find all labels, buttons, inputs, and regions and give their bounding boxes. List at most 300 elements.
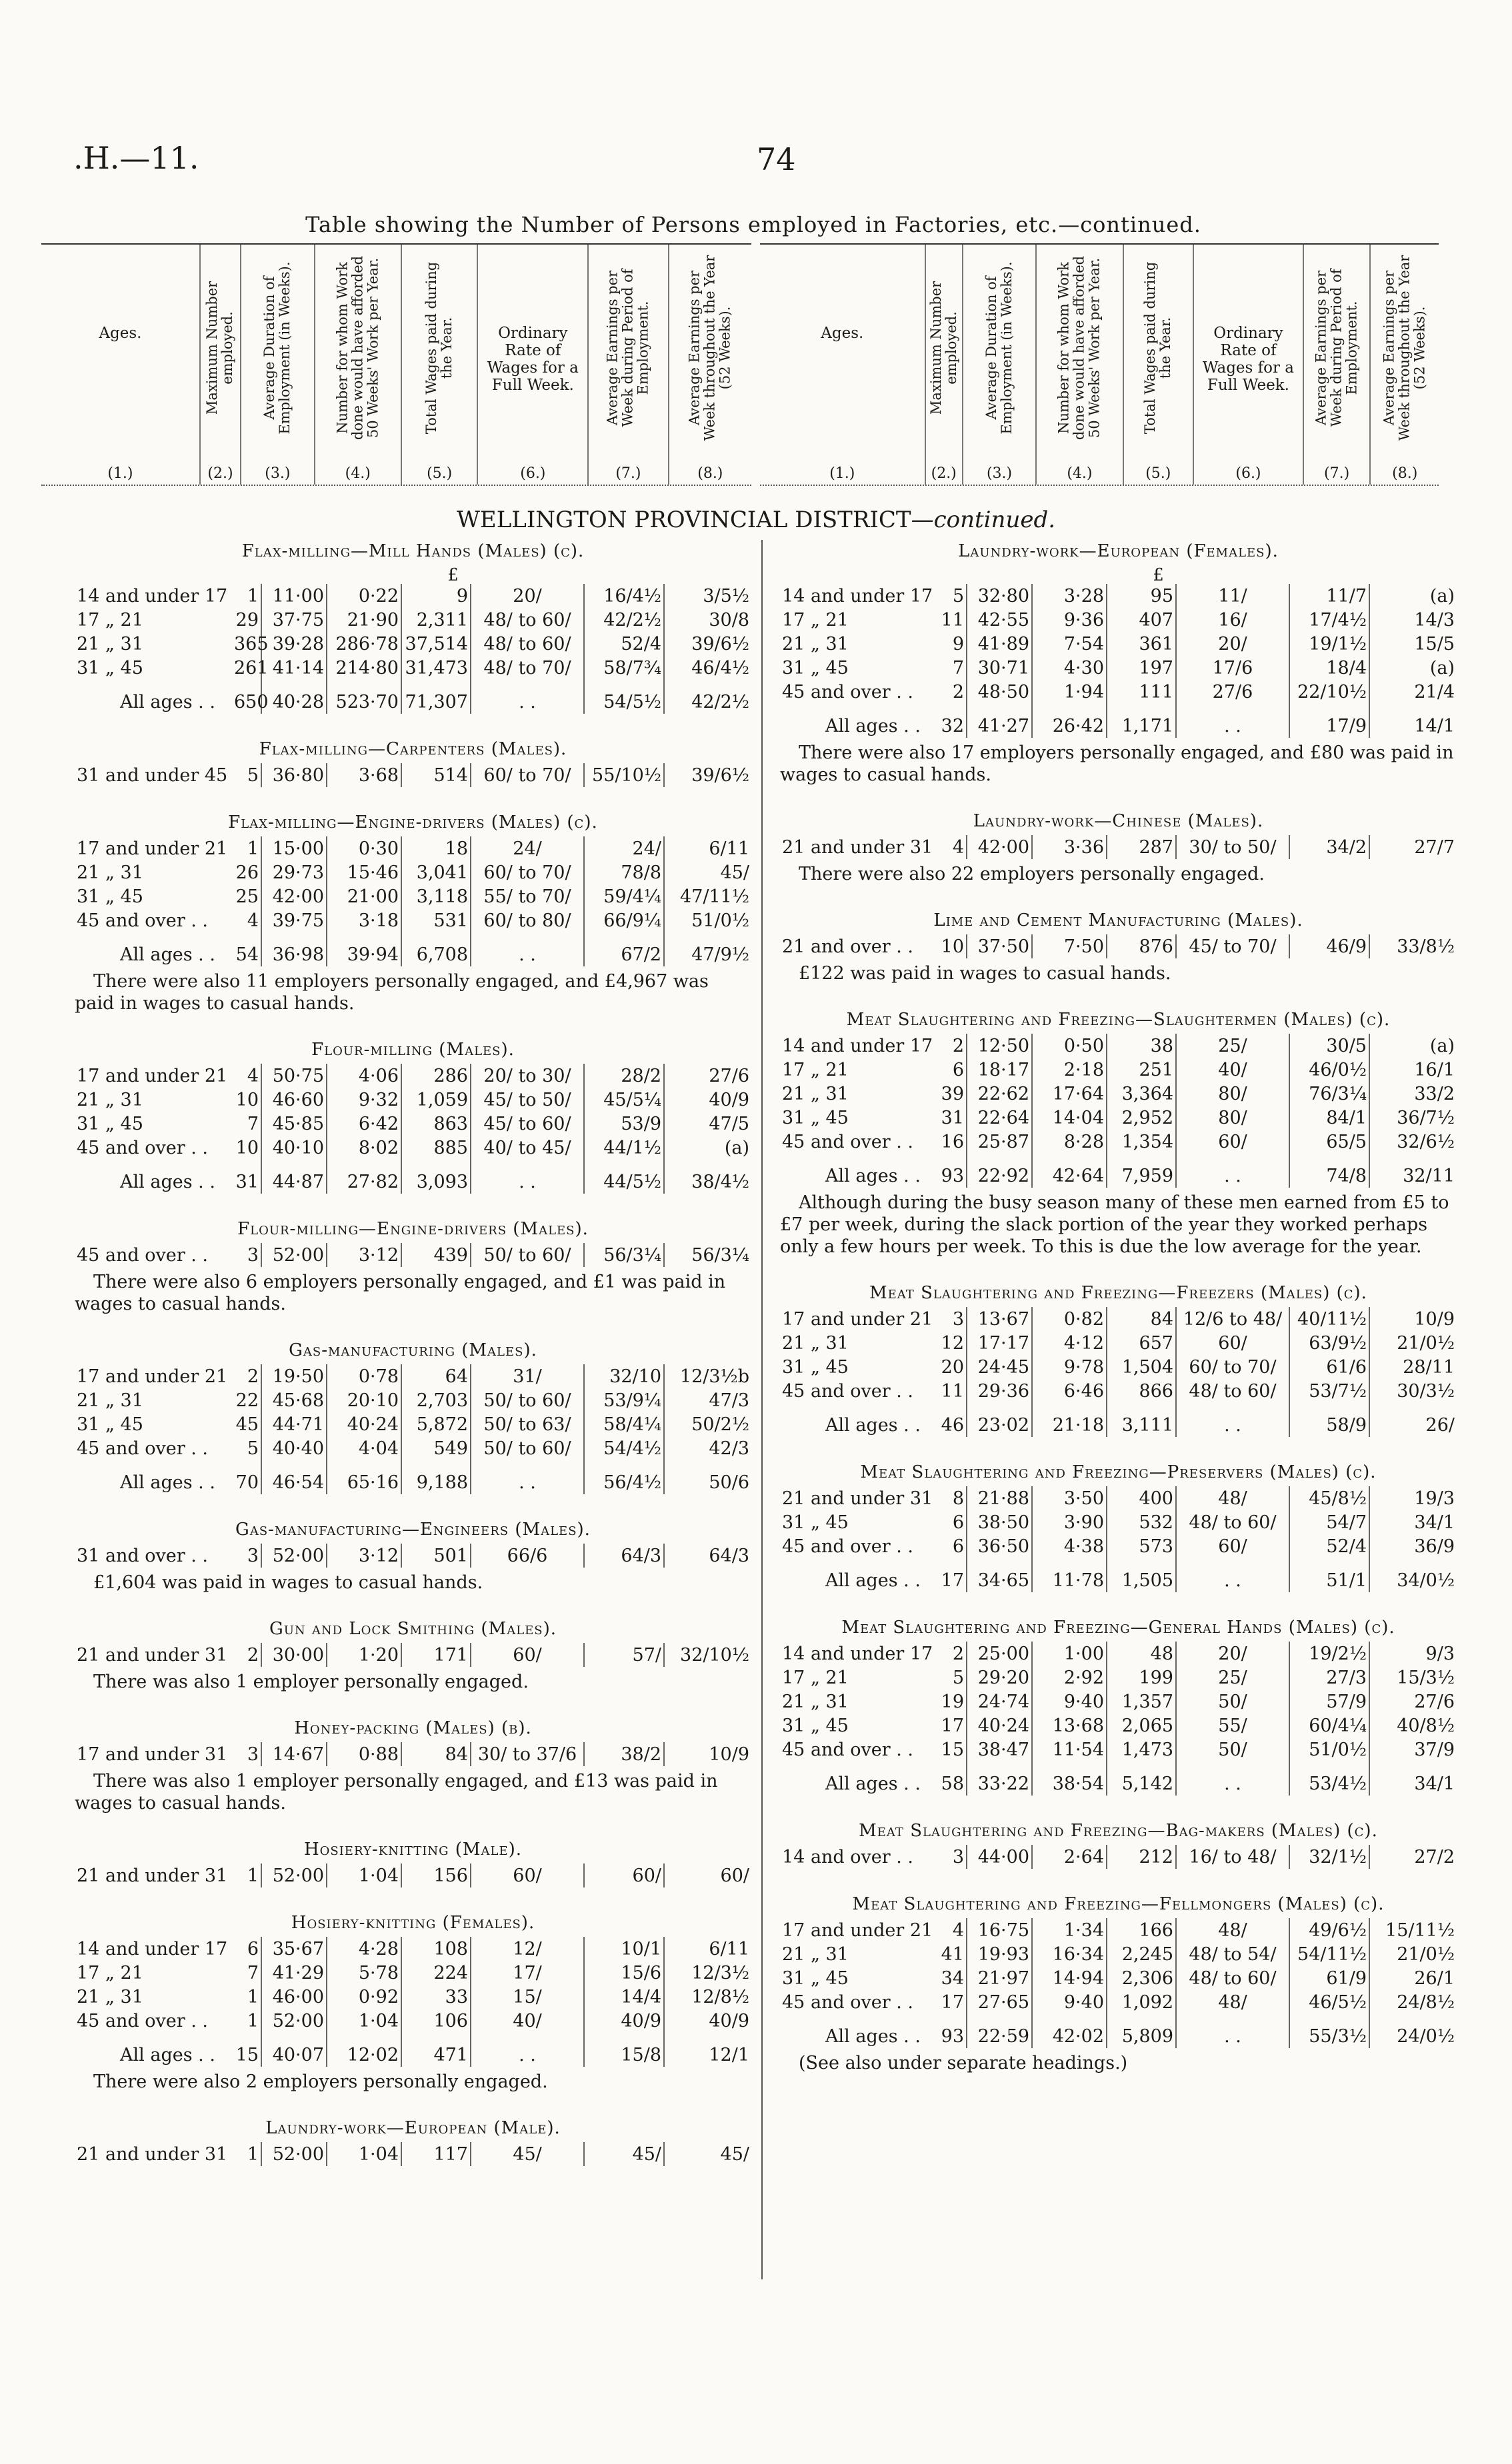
table-cell: 44/1½ <box>584 1136 664 1160</box>
table-cell: 32/11 <box>1403 1165 1455 1186</box>
table-cell: 42/2½ <box>584 608 664 632</box>
table-cell: 407 <box>1107 608 1176 632</box>
section-title: Hosiery-knitting (Male). <box>303 1840 523 1859</box>
table-cell: 45 and over . . <box>77 1137 209 1158</box>
table-cell: 14 and under 17 <box>782 585 933 607</box>
data-table <box>780 835 1457 859</box>
table-cell: 27·82 <box>327 1160 401 1194</box>
table-cell: 47/5 <box>709 1113 749 1134</box>
column-header-label: Average Duration of Employment (in Weeks). <box>983 261 1015 435</box>
table-row <box>75 1412 751 1436</box>
table-row <box>780 1058 1457 1082</box>
table-cell: 40/ <box>471 2009 584 2033</box>
table-row <box>780 680 1457 704</box>
table-cell: 40/8½ <box>1397 1715 1455 1736</box>
table-cell: 20/ <box>1176 632 1289 656</box>
table-cell: 21 „ 31 <box>77 1089 143 1110</box>
table-cell: 286·78 <box>327 632 401 656</box>
section-note: There were also 6 employers personally engaged, and £1 was paid in wages to casual hands. <box>75 1272 726 1314</box>
data-table <box>75 763 751 787</box>
table-cell: 52/4 <box>1289 1534 1369 1558</box>
table-cell: 1·04 <box>327 2142 401 2166</box>
table-cell: 286 <box>401 1064 471 1088</box>
table-cell: 171 <box>401 1643 471 1667</box>
table-cell: All ages . . <box>825 715 921 736</box>
table-cell: 40/ <box>1176 1058 1289 1082</box>
column-header-number: (8.) <box>697 465 723 482</box>
table-cell: 514 <box>401 763 471 787</box>
table-cell: 10/1 <box>584 1937 664 1961</box>
table-cell: 9·40 <box>1032 1690 1107 1714</box>
table-cell: 31 „ 45 <box>782 1107 849 1128</box>
table-cell: 31,473 <box>401 656 471 680</box>
table-cell: 2,245 <box>1107 1942 1176 1966</box>
table-cell: 6,708 <box>401 932 471 966</box>
table-cell: 60/ <box>471 1643 584 1667</box>
table-cell: 14·67 <box>261 1742 327 1766</box>
table-cell: 45/ to 70/ <box>1176 934 1289 958</box>
table-cell: 17/4½ <box>1289 608 1369 632</box>
table-cell: 27/6 <box>709 1065 749 1086</box>
table-cell: 38/4½ <box>691 1171 749 1192</box>
table-cell: (a) <box>1429 585 1455 607</box>
table-cell: 30/ to 50/ <box>1176 835 1289 859</box>
table-cell: 45 and over . . <box>782 1536 914 1557</box>
table-row <box>75 908 751 932</box>
table-row <box>75 1863 751 1887</box>
table-cell: 50/ to 60/ <box>471 1436 584 1460</box>
table-cell: 0·92 <box>327 1985 401 2009</box>
table-cell: 30/3½ <box>1397 1380 1455 1402</box>
table-cell: 4·06 <box>327 1064 401 1088</box>
column-header-label: Ages. <box>821 325 864 342</box>
table-cell: 48/ to 54/ <box>1176 1942 1289 1966</box>
table-cell: 1,473 <box>1107 1738 1176 1762</box>
section-title: Laundry-work—Chinese (Males). <box>973 811 1264 831</box>
data-table <box>75 1643 751 1667</box>
table-cell: 3,093 <box>401 1160 471 1194</box>
table-cell: 14 and under 17 <box>77 585 228 607</box>
table-row <box>75 1388 751 1412</box>
column-header-right <box>760 243 1439 486</box>
data-table <box>75 836 751 966</box>
table-cell: 11·54 <box>1032 1738 1107 1762</box>
table-cell: 26·42 <box>1032 704 1107 738</box>
table-cell: 21 „ 31 <box>77 862 143 883</box>
table-cell: 19/1½ <box>1289 632 1369 656</box>
column-header-label: Ages. <box>99 325 142 342</box>
table-cell: 40/ to 45/ <box>471 1136 584 1160</box>
table-cell: 36/9 <box>1414 1536 1455 1557</box>
table-cell: 24/0½ <box>1397 2025 1455 2047</box>
table-cell: 50·75 <box>261 1064 327 1088</box>
table-cell: 31 „ 45 <box>77 886 143 907</box>
table-cell: 17 and under 21 <box>77 838 228 859</box>
table-cell: 26 <box>232 860 261 884</box>
table-cell: 40/11½ <box>1289 1307 1369 1331</box>
table-cell: 5 <box>232 763 261 787</box>
table-cell: 65·16 <box>327 1460 401 1494</box>
table-row <box>780 1714 1457 1738</box>
table-row <box>75 632 751 656</box>
data-table <box>780 1034 1457 1188</box>
table-cell: 48/ to 60/ <box>1176 1379 1289 1403</box>
table-cell: 21·90 <box>327 608 401 632</box>
column-header-1 <box>41 245 201 485</box>
table-cell: 17/6 <box>1176 656 1289 680</box>
table-cell: 16/4½ <box>584 584 664 608</box>
table-cell: 2·92 <box>1032 1666 1107 1690</box>
table-cell: 1,092 <box>1107 1990 1176 2014</box>
table-cell: 5 <box>232 1436 261 1460</box>
table-cell: 876 <box>1107 934 1176 958</box>
total-row <box>75 2033 751 2067</box>
table-cell: 64/3 <box>584 1544 664 1568</box>
section-title: Gun and Lock Smithing (Males). <box>269 1619 557 1639</box>
table-cell: 44·71 <box>261 1412 327 1436</box>
table-cell: 1,059 <box>401 1088 471 1112</box>
table-cell: . . <box>471 1460 584 1494</box>
table-cell: 17 „ 21 <box>77 609 143 630</box>
table-row <box>780 656 1457 680</box>
section-title: Meat Slaughtering and Freezing—Bag-makers (Males) (c). <box>859 1821 1378 1841</box>
table-cell: 400 <box>1107 1486 1176 1510</box>
table-cell: 197 <box>1107 656 1176 680</box>
column-header-8 <box>669 245 751 485</box>
table-cell: 7 <box>937 656 967 680</box>
column-header-3 <box>963 245 1037 485</box>
table-cell: 80/ <box>1176 1082 1289 1106</box>
table-cell: 224 <box>401 1961 471 1985</box>
table-cell: 61/6 <box>1289 1355 1369 1379</box>
table-cell: 40·28 <box>261 680 327 714</box>
table-cell: 3 <box>232 1544 261 1568</box>
section-title: Flax-milling—Mill Hands (Males) (c). <box>241 541 585 561</box>
table-cell: 26/1 <box>1414 1967 1455 1989</box>
table-cell: 17 and under 21 <box>77 1366 228 1387</box>
table-cell: 6·46 <box>1032 1379 1107 1403</box>
table-cell: 17·64 <box>1032 1082 1107 1106</box>
table-row <box>780 608 1457 632</box>
table-cell: 17·17 <box>967 1331 1032 1355</box>
data-table <box>780 1845 1457 1869</box>
section-note: (See also under separate headings.) <box>799 2053 1128 2073</box>
column-header-number: (3.) <box>986 465 1013 482</box>
table-cell: 2 <box>937 1034 967 1058</box>
table-cell: 1·34 <box>1032 1918 1107 1942</box>
table-cell: 42·55 <box>967 608 1032 632</box>
table-cell: 1·20 <box>327 1643 401 1667</box>
table-cell: 21 „ 31 <box>782 1691 849 1712</box>
table-cell: 30/8 <box>709 609 749 630</box>
table-cell: 17 and under 21 <box>782 1919 933 1941</box>
table-cell: 21 „ 31 <box>782 1943 849 1965</box>
table-cell: 15/ <box>471 1985 584 2009</box>
table-cell: 46/9 <box>1289 934 1369 958</box>
table-cell: (a) <box>724 1137 749 1158</box>
column-header-label: Number for whom Work done would have afforded 50 Weeks' Work per Year. <box>334 255 381 441</box>
table-cell: 44/5½ <box>584 1160 664 1194</box>
table-cell: All ages . . <box>120 1171 215 1192</box>
table-row <box>75 1544 751 1568</box>
column-header-label: Maximum Number employed. <box>927 281 959 415</box>
currency-symbol: £ <box>447 565 459 585</box>
table-row <box>780 1666 1457 1690</box>
table-cell: 16/ <box>1176 608 1289 632</box>
table-cell: 48 <box>1107 1642 1176 1666</box>
table-cell: 21 and under 31 <box>77 1644 228 1666</box>
table-row <box>75 1364 751 1388</box>
table-cell: 0·88 <box>327 1742 401 1766</box>
table-cell: 4 <box>232 908 261 932</box>
table-cell: 3·50 <box>1032 1486 1107 1510</box>
table-cell: 1 <box>232 836 261 860</box>
table-section <box>780 1618 1457 1796</box>
column-header-6 <box>478 245 589 485</box>
table-cell: 38·54 <box>1032 1762 1107 1796</box>
table-cell: 4·28 <box>327 1937 401 1961</box>
table-row <box>780 1307 1457 1331</box>
table-cell: . . <box>1176 1403 1289 1437</box>
table-cell: 25 <box>232 884 261 908</box>
table-cell: 11 <box>937 608 967 632</box>
data-table <box>780 1486 1457 1592</box>
table-cell: 39·75 <box>261 908 327 932</box>
table-cell: . . <box>1176 704 1289 738</box>
table-cell: 60/ to 70/ <box>1176 1355 1289 1379</box>
table-cell: 56/3¼ <box>584 1243 664 1267</box>
table-cell: 3,364 <box>1107 1082 1176 1106</box>
table-cell: 3 <box>937 1307 967 1331</box>
table-cell: 47/3 <box>709 1390 749 1411</box>
table-cell: 25/ <box>1176 1034 1289 1058</box>
table-cell: 48/ to 60/ <box>1176 1966 1289 1990</box>
table-cell: 501 <box>401 1544 471 1568</box>
table-cell: 45/ <box>720 2143 749 2165</box>
table-row <box>75 860 751 884</box>
table-cell: 18 <box>401 836 471 860</box>
table-row <box>780 1845 1457 1869</box>
table-cell: 42·64 <box>1032 1154 1107 1188</box>
table-cell: (a) <box>1429 657 1455 678</box>
table-cell: 6/11 <box>709 1938 749 1959</box>
table-cell: 1 <box>232 584 261 608</box>
table-cell: 41·27 <box>967 704 1032 738</box>
table-cell: 50/ to 63/ <box>471 1412 584 1436</box>
total-row <box>75 680 751 714</box>
section-title: Honey-packing (Males) (b). <box>294 1718 532 1738</box>
table-cell: 14/4 <box>584 1985 664 2009</box>
table-cell: 21 „ 31 <box>77 633 143 654</box>
table-cell: 17 <box>937 1714 967 1738</box>
table-cell: 21/4 <box>1414 681 1455 702</box>
table-cell: 532 <box>1107 1510 1176 1534</box>
table-row <box>75 608 751 632</box>
table-cell: 1 <box>232 2009 261 2033</box>
table-row <box>780 1918 1457 1942</box>
table-cell: 17 <box>937 1558 967 1592</box>
table-cell: 6 <box>937 1058 967 1082</box>
table-cell: All ages . . <box>120 1472 215 1493</box>
table-cell: 2 <box>937 1642 967 1666</box>
table-cell: 22·64 <box>967 1106 1032 1130</box>
district-name: WELLINGTON PROVINCIAL DISTRICT <box>456 507 911 533</box>
table-cell: 24·45 <box>967 1355 1032 1379</box>
table-caption: Table showing the Number of Persons employed in Factories, etc.—continued. <box>305 212 1201 237</box>
table-cell: 12/1 <box>709 2044 749 2065</box>
table-cell: 251 <box>1107 1058 1176 1082</box>
table-cell: 50/ to 60/ <box>471 1243 584 1267</box>
table-cell: 45/5¼ <box>584 1088 664 1112</box>
table-cell: 45 and over . . <box>782 1131 914 1152</box>
column-header-number: (5.) <box>1145 465 1171 482</box>
table-cell: 54/5½ <box>584 680 664 714</box>
table-cell: 21 „ 31 <box>77 1390 143 1411</box>
table-cell: 25·00 <box>967 1642 1032 1666</box>
table-cell: 9 <box>401 584 471 608</box>
table-cell: 10/9 <box>1414 1308 1455 1330</box>
table-cell: 15·00 <box>261 836 327 860</box>
district-suffix: —continued. <box>911 507 1056 533</box>
table-cell: 29·36 <box>967 1379 1032 1403</box>
table-cell: 24/ <box>584 836 664 860</box>
column-header-number: (3.) <box>265 465 291 482</box>
table-row <box>75 1112 751 1136</box>
table-cell: 5 <box>937 1666 967 1690</box>
table-cell: . . <box>1176 1762 1289 1796</box>
table-section <box>75 812 751 1014</box>
table-cell: 33/8½ <box>1397 936 1455 957</box>
table-row <box>780 1738 1457 1762</box>
table-row <box>780 1534 1457 1558</box>
table-cell: 50/ <box>1176 1690 1289 1714</box>
data-table <box>75 1364 751 1494</box>
table-cell: 21·18 <box>1032 1403 1107 1437</box>
table-cell: 57/ <box>584 1643 664 1667</box>
table-cell: 13·68 <box>1032 1714 1107 1738</box>
right-column <box>780 541 1457 2099</box>
table-cell: 21 and under 31 <box>782 836 933 858</box>
table-cell: 42/3 <box>709 1438 749 1459</box>
table-section <box>75 1718 751 1814</box>
column-header-label: Ordinary Rate of Wages for a Full Week. <box>1202 325 1295 394</box>
table-cell: 214·80 <box>327 656 401 680</box>
table-cell: 45/ to 50/ <box>471 1088 584 1112</box>
table-cell: 45 and over . . <box>77 910 209 931</box>
table-cell: 11·78 <box>1032 1558 1107 1592</box>
column-header-7 <box>1304 245 1371 485</box>
table-cell: All ages . . <box>825 1570 921 1591</box>
column-header-4 <box>1037 245 1123 485</box>
table-cell: 36·80 <box>261 763 327 787</box>
table-cell: 41·14 <box>261 656 327 680</box>
table-cell: 19 <box>937 1690 967 1714</box>
table-cell: 57/9 <box>1289 1690 1369 1714</box>
table-cell: 5·78 <box>327 1961 401 1985</box>
table-cell: 37·50 <box>967 934 1032 958</box>
table-cell: 50/ to 60/ <box>471 1388 584 1412</box>
table-cell: 46/0½ <box>1289 1058 1369 1082</box>
table-cell: 40·24 <box>327 1412 401 1436</box>
table-cell: 15·46 <box>327 860 401 884</box>
table-cell: 93 <box>937 2014 967 2048</box>
table-cell: 56/4½ <box>584 1460 664 1494</box>
table-cell: 50/6 <box>709 1472 749 1493</box>
table-cell: 3,118 <box>401 884 471 908</box>
table-cell: 8·28 <box>1032 1130 1107 1154</box>
table-cell: 12/8½ <box>691 1986 749 2007</box>
table-row <box>780 1942 1457 1966</box>
table-cell: 44·00 <box>967 1845 1032 1869</box>
column-header-5 <box>402 245 479 485</box>
table-cell: 17/9 <box>1289 704 1369 738</box>
total-row <box>75 1160 751 1194</box>
table-section <box>75 739 751 787</box>
table-cell: 6 <box>232 1937 261 1961</box>
section-title: Hosiery-knitting (Females). <box>291 1913 535 1933</box>
column-header-number: (4.) <box>345 465 371 482</box>
table-cell: 55/3½ <box>1289 2014 1369 2048</box>
table-cell: 46·60 <box>261 1088 327 1112</box>
table-cell: 1·94 <box>1032 680 1107 704</box>
table-cell: 34/0½ <box>1397 1570 1455 1591</box>
table-cell: 27/6 <box>1176 680 1289 704</box>
column-header-3 <box>241 245 315 485</box>
table-cell: 14/1 <box>1414 715 1455 736</box>
table-row <box>75 1937 751 1961</box>
table-cell: 21 and under 31 <box>77 1865 228 1886</box>
table-cell: All ages . . <box>120 2044 215 2065</box>
table-cell: 74/8 <box>1289 1154 1369 1188</box>
table-cell: 22·59 <box>967 2014 1032 2048</box>
table-cell: 29·20 <box>967 1666 1032 1690</box>
data-table <box>780 934 1457 958</box>
table-cell: 10 <box>232 1088 261 1112</box>
table-cell: 9·36 <box>1032 608 1107 632</box>
table-cell: 31 and over . . <box>77 1545 209 1566</box>
table-cell: 23·02 <box>967 1403 1032 1437</box>
table-cell: 1,171 <box>1107 704 1176 738</box>
table-cell: 21 and under 31 <box>782 1488 933 1509</box>
table-cell: 54/11½ <box>1289 1942 1369 1966</box>
table-cell: 59/4¼ <box>584 884 664 908</box>
table-cell: 53/7½ <box>1289 1379 1369 1403</box>
table-cell: 10 <box>232 1136 261 1160</box>
data-table <box>75 2142 751 2166</box>
section-note: Although during the busy season many of these men earned from £5 to £7 per week, during the slack portion of the year they worked perhaps only a few hours per week. To this is due the low average for the year. <box>780 1192 1449 1257</box>
table-cell: 25/ <box>1176 1666 1289 1690</box>
table-cell: 52·00 <box>261 1544 327 1568</box>
table-section <box>75 541 751 714</box>
section-title: Flour-milling (Males). <box>311 1040 515 1060</box>
section-note: There was also 1 employer personally engaged, and £13 was paid in wages to casual hands. <box>75 1771 718 1814</box>
table-cell: 76/3¼ <box>1289 1082 1369 1106</box>
column-header-7 <box>589 245 669 485</box>
column-header-label: Average Earnings per Week during Period of Employment. <box>604 269 651 427</box>
table-cell: 1·04 <box>327 1863 401 1887</box>
table-section <box>75 1840 751 1887</box>
table-cell: 3 <box>937 1845 967 1869</box>
table-cell: 14/3 <box>1414 609 1455 630</box>
column-header-label: Ordinary Rate of Wages for a Full Week. <box>487 325 579 394</box>
table-cell: 16·75 <box>967 1918 1032 1942</box>
table-cell: 20 <box>937 1355 967 1379</box>
column-header-number: (5.) <box>427 465 453 482</box>
table-cell: 48·50 <box>967 680 1032 704</box>
total-row <box>780 2014 1457 2048</box>
table-cell: 17 „ 21 <box>782 609 849 630</box>
table-cell: 52·00 <box>261 1243 327 1267</box>
